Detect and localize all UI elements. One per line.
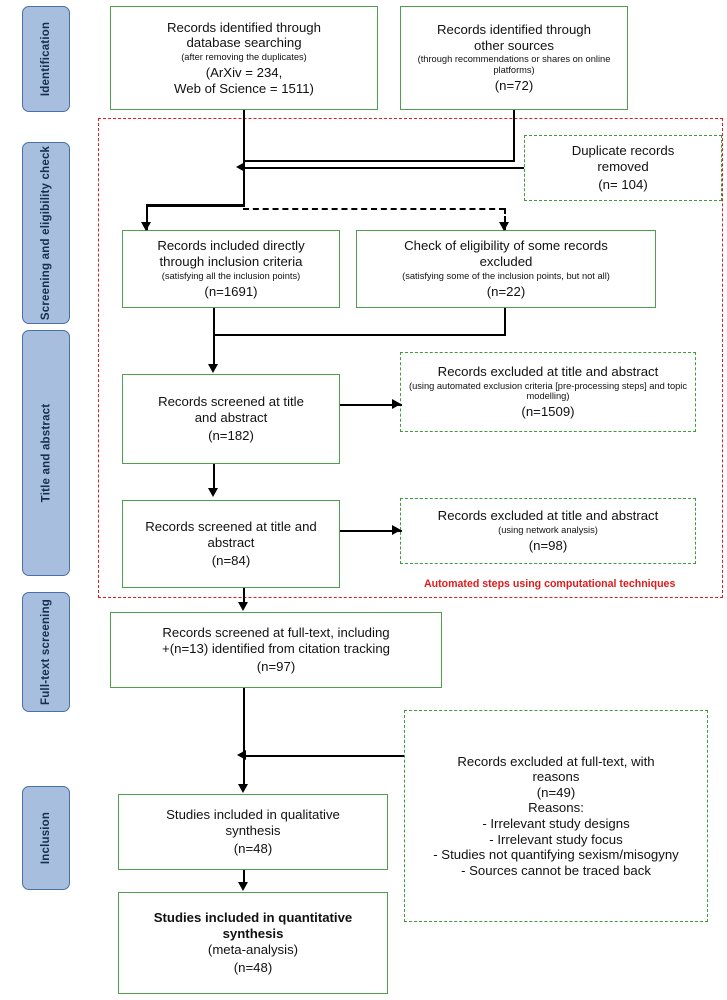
box-included-directly-line1: Records included directly <box>157 238 305 254</box>
stage-label-identification <box>22 6 70 112</box>
box-excluded-2-count: (n=98) <box>528 538 568 554</box>
box-other-sources-line2: other sources <box>474 37 554 53</box>
box-eligibility-check-count: (n=22) <box>486 283 526 299</box>
box-duplicates-removed-count: (n= 104) <box>598 177 648 193</box>
box-eligibility-check-line2: excluded <box>479 254 533 269</box>
box-excluded-full-text-reasons-header: Reasons: <box>528 800 584 816</box>
box-duplicates-removed <box>524 135 722 201</box>
connector-included-to-screened1 <box>213 308 215 366</box>
box-duplicates-removed-line2: removed <box>597 158 649 174</box>
box-included-directly-count: (n=1691) <box>204 283 258 299</box>
box-duplicates-removed-line1: Duplicate records <box>571 143 675 159</box>
box-excluded-full-text-reason-2: - Irrelevant study focus <box>489 831 623 847</box>
box-other-sources-line1: Records identified through <box>437 22 591 38</box>
box-database-search-line1: Records identified through <box>167 19 321 35</box>
box-included-directly-note: (satisfying all the inclusion points) <box>161 270 301 281</box>
box-excluded-full-text-reason-4: - Sources cannot be traced back <box>461 862 651 878</box>
stage-label-screening <box>22 142 70 324</box>
connector-screened2-to-fulltext-arrow <box>238 602 248 611</box>
box-full-text-count: (n=97) <box>256 659 296 675</box>
box-screened-2-line1: Records screened at title and <box>145 519 317 535</box>
connector-qualitative-to-quantitative-arrow <box>238 882 248 891</box>
box-qualitative-line2: synthesis <box>225 822 281 838</box>
stage-label-title-abstract-text: Title and abstract <box>40 403 52 503</box>
box-eligibility-check-note: (satisfying some of the inclusion points, but not all) <box>402 270 610 281</box>
connector-excluded-fulltext-arrow <box>237 750 246 760</box>
box-full-text-screened <box>110 612 442 688</box>
box-quantitative-line3: (meta-analysis) <box>207 941 299 957</box>
connector-eligibility-dashed <box>243 208 505 210</box>
connector-db-to-junction <box>243 110 245 162</box>
box-screened-1-line2: and abstract <box>194 409 268 425</box>
box-eligibility-check <box>356 230 656 308</box>
box-other-sources <box>400 6 628 110</box>
connector-other-to-junction <box>513 110 515 162</box>
automated-steps-caption: Automated steps using computational techniques <box>424 578 676 590</box>
connector-join-horizontal <box>243 160 515 162</box>
box-excluded-full-text-reason-3: - Studies not quantifying sexism/misogyny <box>433 847 679 863</box>
box-screened-2-line2: abstract <box>207 534 255 550</box>
box-screened-title-abstract-2 <box>122 500 340 588</box>
connector-screened2-to-excluded2-arrow <box>392 525 401 535</box>
box-included-directly <box>122 230 340 308</box>
box-screened-title-abstract-1 <box>122 374 340 464</box>
box-quantitative-synthesis <box>118 892 388 994</box>
connector-eligibility-down <box>504 308 506 336</box>
stage-label-inclusion-text: Inclusion <box>40 811 52 865</box>
stage-label-identification-text: Identification <box>40 21 53 97</box>
box-other-sources-count: (n=72) <box>494 78 534 94</box>
box-full-text-line1: Records screened at full-text, including <box>162 625 390 641</box>
connector-trunk-down <box>243 160 245 206</box>
box-other-sources-note: (through recommendations or shares on online platforms) <box>417 54 611 75</box>
box-database-search-line2: database searching <box>186 35 302 51</box>
box-qualitative-synthesis <box>118 794 388 870</box>
connector-excluded-fulltext-line <box>246 755 404 757</box>
connector-screened1-to-excluded1-arrow <box>392 399 401 409</box>
box-quantitative-line2: synthesis <box>222 925 284 941</box>
connector-duplicates-line <box>245 167 524 169</box>
box-database-search-line3: (ArXiv = 234, <box>205 65 283 81</box>
connector-eligibility-to-trunk <box>213 334 506 336</box>
box-qualitative-count: (n=48) <box>233 841 273 857</box>
connector-eligibility-arrow <box>499 222 509 231</box>
box-excluded-title-abstract-1 <box>400 352 696 432</box>
stage-label-full-text-text: Full-text screening <box>40 598 53 706</box>
box-qualitative-line1: Studies included in qualitative <box>166 807 340 823</box>
box-excluded-full-text <box>404 710 708 922</box>
box-database-search-note: (after removing the duplicates) <box>181 51 307 62</box>
box-screened-1-count: (n=182) <box>208 428 254 444</box>
box-excluded-1-line1: Records excluded at title and abstract <box>437 364 659 380</box>
stage-label-title-abstract <box>22 330 70 576</box>
box-quantitative-line1: Studies included in quantitative <box>153 910 353 926</box>
connector-included-arrow <box>141 222 151 231</box>
box-excluded-full-text-reason-1: - Irrelevant study designs <box>482 816 630 831</box>
box-included-directly-line2: through inclusion criteria <box>159 254 303 269</box>
connector-screened1-to-screened2-arrow <box>208 488 218 497</box>
stage-label-screening-text: Screening and eligibility check <box>40 145 52 321</box>
box-eligibility-check-line1: Check of eligibility of some records <box>404 238 608 254</box>
connector-included-to-screened1-arrow <box>208 364 218 373</box>
box-database-search-line4: Web of Science = 1511) <box>174 80 314 96</box>
box-database-search <box>110 6 378 110</box>
connector-fulltext-to-qualitative-arrow <box>238 784 248 793</box>
box-excluded-full-text-count: (n=49) <box>536 784 576 800</box>
box-excluded-2-line1: Records excluded at title and abstract <box>437 508 659 524</box>
box-excluded-title-abstract-2 <box>400 498 696 564</box>
box-excluded-full-text-line1: Records excluded at full-text, with <box>457 753 655 769</box>
stage-label-full-text <box>22 592 70 712</box>
box-excluded-1-note: (using automated exclusion criteria [pre-processing steps] and topic modelling) <box>408 380 688 401</box>
box-excluded-full-text-line2: reasons <box>532 769 580 785</box>
box-screened-1-line1: Records screened at title <box>158 394 304 410</box>
box-full-text-line2: +(n=13) identified from citation tracking <box>162 640 390 656</box>
box-quantitative-count: (n=48) <box>233 960 273 976</box>
box-excluded-1-count: (n=1509) <box>521 404 575 420</box>
stage-label-inclusion <box>22 786 70 890</box>
box-excluded-2-note: (using network analysis) <box>498 524 598 535</box>
connector-fulltext-to-qualitative <box>243 688 245 786</box>
box-screened-2-count: (n=84) <box>211 553 251 569</box>
connector-split-left <box>146 204 245 207</box>
